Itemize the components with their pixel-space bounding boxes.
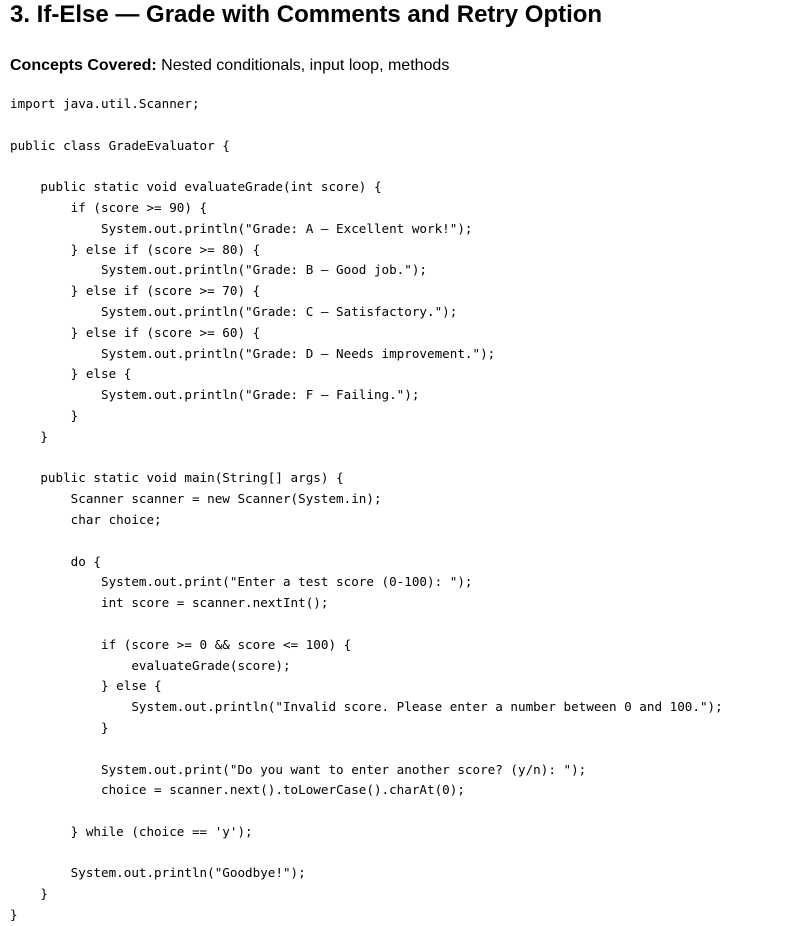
code-line: System.out.println("Invalid score. Please enter a number between 0 and 100.");: [10, 699, 723, 715]
concepts-covered: [10, 56, 449, 76]
code-line: [10, 156, 723, 177]
page-title: 3. If-Else — Grade with Comments and Retry Option: [10, 1, 603, 28]
code-line: } else if (score >= 60) {: [10, 324, 261, 340]
code-line: System.out.print("Do you want to enter another score? (y/n): ");: [10, 761, 587, 777]
code-block: [10, 94, 723, 926]
code-line: do {: [10, 553, 101, 569]
code-line: int score = scanner.nextInt();: [10, 595, 329, 611]
code-line: [10, 531, 723, 552]
code-line: } else {: [10, 678, 162, 694]
code-line: [10, 843, 723, 864]
code-line: char choice;: [10, 511, 162, 527]
code-line: public static void main(String[] args) {: [10, 470, 344, 486]
code-line: System.out.println("Grade: C — Satisfactory.");: [10, 303, 458, 319]
code-line: System.out.println("Grade: F — Failing.");: [10, 387, 420, 403]
code-line: }: [10, 407, 79, 423]
code-line: choice = scanner.next().toLowerCase().charAt(0);: [10, 782, 465, 798]
code-line: import java.util.Scanner;: [10, 96, 200, 111]
code-line: System.out.println("Grade: D — Needs improvement.");: [10, 345, 496, 361]
code-line: } while (choice == 'y');: [10, 823, 253, 839]
code-line: Scanner scanner = new Scanner(System.in);: [10, 491, 382, 507]
code-line: [10, 448, 723, 469]
code-line: System.out.println("Grade: A — Excellent work!");: [10, 220, 473, 236]
code-line: if (score >= 0 && score <= 100) {: [10, 636, 352, 652]
code-line: System.out.println("Grade: B — Good job.");: [10, 262, 428, 278]
code-line: evaluateGrade(score);: [10, 657, 291, 673]
code-line: }: [10, 886, 48, 902]
concepts-label: Concepts Covered:: [10, 57, 157, 74]
code-line: } else if (score >= 70) {: [10, 283, 261, 299]
code-line: System.out.println("Goodbye!");: [10, 865, 306, 881]
code-line: }: [10, 428, 48, 444]
code-line: public class GradeEvaluator {: [10, 137, 230, 153]
code-line: public static void evaluateGrade(int score) {: [10, 179, 382, 195]
code-line: } else if (score >= 80) {: [10, 241, 261, 257]
code-line: System.out.print("Enter a test score (0-100): ");: [10, 574, 473, 590]
code-line: if (score >= 90) {: [10, 199, 208, 215]
code-line: [10, 739, 723, 760]
code-line: } else {: [10, 366, 132, 382]
concepts-text: Nested conditionals, input loop, methods: [156, 57, 450, 74]
code-line: }: [10, 719, 109, 735]
code-line: }: [10, 907, 18, 923]
code-line: [10, 801, 723, 822]
code-line: [10, 115, 723, 136]
code-line: [10, 614, 723, 635]
